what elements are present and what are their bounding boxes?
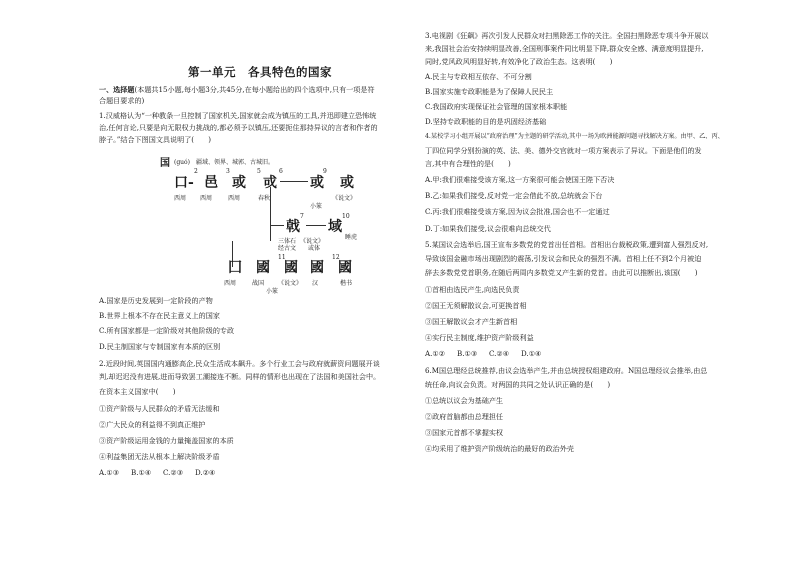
branch-vertical: [270, 187, 271, 241]
q6-line-1: 6.M国总理经总统推荐,由议会选举产生,并由总统授权组建政府。N国总理经议会推举,由总: [425, 366, 708, 375]
q2-choice-c: C.②③: [163, 468, 184, 477]
r3-label-extra: 小篆: [266, 288, 279, 295]
r2-label2-1: 经古文: [278, 245, 297, 252]
r1-label-4: 春秋: [258, 195, 271, 202]
q6-item-1: ①总统以议会为基础产生: [425, 396, 504, 405]
r3-glyph-4: 國: [310, 260, 324, 276]
q3-line-2: 来,我国社会治安持续明显改善,全国刑事案件同比明显下降,群众安全感、满意度明显提升,: [425, 44, 704, 53]
q3-option-c: C.我国政府实现保证社会管理的国家根本职能: [425, 102, 568, 111]
q5-item-4: ④实行民主制度,维护资产阶级利益: [425, 333, 534, 342]
r1-glyph-1: 口-: [174, 175, 194, 191]
r3-label-3: 《说文》: [278, 280, 303, 287]
head-definition: (guó) 疆域、领界、城郭、古城旧。: [174, 159, 274, 166]
num-6: 6: [279, 168, 283, 175]
num-9: 9: [323, 168, 327, 175]
q5-choice-a: A.①②: [425, 349, 446, 358]
q3-option-a: A.民主与专政相互依存、不可分割: [425, 72, 532, 81]
q1-option-b: B.世界上根本不存在民主意义上的国家: [99, 311, 220, 320]
q2-line-3: 在资本主义国家中( ): [99, 387, 176, 396]
r1-connector: [280, 181, 308, 182]
num-5: 5: [257, 168, 261, 175]
q2-choice-b: B.①④: [131, 468, 152, 477]
r1-label-3: 西周: [228, 195, 241, 202]
r2-label-1: 三体石: [278, 238, 297, 245]
r1-label-6: 《说文》: [332, 195, 357, 202]
q2-choices: [99, 469, 227, 476]
q4-line-2: 丁四位同学分别扮演的英、法、美、德外交官就对一项方案表示了异议。下面是他们的发: [425, 146, 702, 155]
branch-to-row2: [270, 225, 284, 226]
r3-glyph-5: 國: [338, 260, 352, 276]
q2-choice-d: D.②④: [195, 468, 216, 477]
q4-line-1: 4.某校学习小组开展以“政府治理”为主题的研学活动,其中一场为欧洲能源问题寻找解决方案。由甲、乙、丙、: [425, 133, 724, 140]
q5-item-1: ①首相由选民产生,向选民负责: [425, 285, 520, 294]
q5-line-3: 辞去多数党党首职务,在随后两周内多数党又产生新的党首。由此可以推断出,该国( ): [425, 268, 698, 277]
r1-glyph-6: 或: [340, 175, 354, 191]
q4-line-3: 言,其中有合理性的是( ): [425, 159, 511, 168]
r1-label-extra: 小篆: [310, 203, 323, 210]
q3-line-1: 3.电视剧《狂飙》再次引发人民群众对扫黑除恶工作的关注。全国扫黑除恶专项斗争开展以: [425, 31, 709, 40]
num-3: 3: [226, 168, 230, 175]
r1-glyph-3: 或: [232, 175, 246, 191]
q6-line-2: 统任命,向议会负责。对两国的共同之处认识正确的是( ): [425, 380, 611, 389]
page-title: 第一单元 各具特色的国家: [188, 65, 332, 79]
q5-line-1: 5.某国议会选举后,国王宣布多数党的党首出任首相。首相出台裁税政策,遭到富人强烈反对,: [425, 240, 709, 249]
q2-line-1: 2.近段时间,英国国内通膨高企,民众生活成本飙升。多个行业工会与政府就薪资问题展开谈: [99, 359, 380, 368]
q4-option-c: C.丙:我们很难接受该方案,因为议会批准,国会也不一定通过: [425, 207, 610, 216]
q5-item-3: ③国王解散议会才产生新首相: [425, 317, 518, 326]
r3-label-4: 汉: [312, 280, 319, 287]
num-11: 11: [278, 254, 286, 261]
q6-item-4: ④均采用了维护资产阶级统治的最好的政治外壳: [425, 444, 574, 453]
num-2: 2: [194, 168, 198, 175]
q5-item-2: ②国王无须解散议会,可更换首相: [425, 301, 527, 310]
head-char: 国: [160, 158, 170, 169]
q2-choice-a: A.①③: [99, 468, 120, 477]
r1-glyph-2: 邑: [204, 175, 218, 191]
q5-choice-b: B.①③: [457, 349, 478, 358]
r2-glyph-right: 域: [328, 219, 342, 235]
num-12: 12: [332, 254, 340, 261]
q3-line-3: 同时,党风政风明显好转,有效净化了政治生态。这表明( ): [425, 57, 613, 66]
q1-line-3: 脖子。”结合下图国文具说明了( ): [99, 135, 212, 144]
q4-option-a: A.甲:我们很难接受该方案,这一方案很可能会使国王陛下否决: [425, 175, 615, 184]
q1-line-2: 治,任何言论,只要是向无限权力挑战的,都必须予以镇压,还要扼住那持异议的言者和作者的: [99, 123, 378, 132]
character-evolution-diagram: [160, 154, 370, 298]
q3-option-d: D.坚持专政职能的目的是巩固经济基础: [425, 117, 547, 126]
section-note-cont: 合题目要求的): [99, 96, 145, 105]
q5-choice-c: C.②④: [489, 349, 510, 358]
q5-line-2: 导致该国金融市场出现剧烈的震荡,引发议会和民众的强烈不满。首相上任不到2个月被迫: [425, 254, 702, 263]
r2-label2-2: 或体: [308, 245, 321, 252]
q6-item-3: ③国家元首都不掌握实权: [425, 428, 504, 437]
r3-glyph-2: 國: [256, 260, 270, 276]
r2-glyph-left: 戟: [286, 219, 300, 235]
r1-glyph-5: 或: [310, 175, 324, 191]
q1-option-d: D.民主制国家与专制国家有本质的区别: [99, 342, 221, 351]
q2-item-4: ④利益集团无法从根本上解决阶级矛盾: [99, 452, 220, 461]
q4-option-b: B.乙:如果我们接受,反对党一定会借此不放,总统就会下台: [425, 191, 603, 200]
section-heading: 一、选择题(本题共15小题,每小题3分,共45分,在每小题给出的四个选项中,只有一项是符: [99, 85, 375, 94]
r3-label-5: 楷书: [340, 280, 353, 287]
q6-item-2: ②政府首脑都由总理担任: [425, 412, 504, 421]
q3-option-b: B.国家实施专政职能是为了保障人民民主: [425, 87, 554, 96]
r3-glyph-1: 囗: [228, 260, 242, 276]
r2-label-3: 睡虎: [345, 234, 358, 241]
r3-label-2: 战国: [252, 280, 265, 287]
q2-item-1: ①资产阶级与人民群众的矛盾无法缓和: [99, 404, 220, 413]
r1-label-1: 西周: [174, 195, 187, 202]
q4-option-d: D.丁:如果我们接受,议会很难向总统交代: [425, 224, 551, 233]
q5-choice-d: D.①④: [521, 349, 542, 358]
q5-choices: [425, 350, 553, 357]
q1-option-c: C.所有国家都是一定阶级对其他阶级的专政: [99, 326, 235, 335]
r2-label-2: 《说文》: [300, 238, 325, 245]
num-10: 10: [342, 213, 350, 220]
r3-label-1: 西周: [224, 280, 237, 287]
r1-glyph-4: 戓: [263, 175, 277, 191]
q1-option-a: A.国家是历史发展到一定阶段的产物: [99, 296, 213, 305]
q2-item-3: ③资产阶级运用金钱的力量掩盖国家的本质: [99, 436, 234, 445]
q2-item-2: ②广大民众的利益得不到真正维护: [99, 420, 206, 429]
q1-line-1: 1.汉威格认为“一种教条一旦控制了国家机关,国家就会成为镇压的工具,并迅即建立恐怖统: [99, 111, 377, 120]
r2-connector: [306, 225, 326, 226]
r3-glyph-3: 國: [284, 260, 298, 276]
r1-label-2: 西周: [200, 195, 213, 202]
q2-line-2: 判,却迟迟没有进展,进而导致罢工潮接连不断。同样的情形也出现在了法国和美国社会中。: [99, 372, 381, 381]
num-7: 7: [300, 213, 304, 220]
